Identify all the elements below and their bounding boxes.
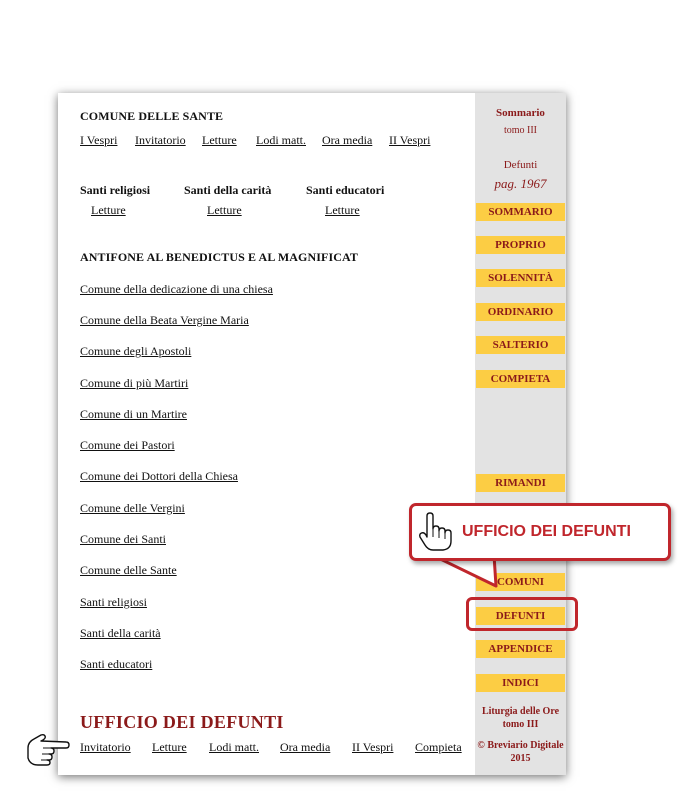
sidebar-sommario-label[interactable]: Sommario [496, 107, 545, 119]
link-lodi-matt[interactable]: Lodi matt. [256, 133, 306, 147]
sidebar-copyright: © Breviario Digitale [477, 740, 564, 751]
list-item[interactable]: Comune della Beata Vergine Maria [80, 313, 249, 327]
link-letture-educatori[interactable]: Letture [325, 203, 360, 217]
link-letture-carita[interactable]: Letture [207, 203, 242, 217]
sidebar-button-rimandi[interactable]: RIMANDI [476, 474, 565, 492]
callout-text: UFFICIO DEI DEFUNTI [462, 523, 631, 540]
antifone-title: ANTIFONE AL BENEDICTUS E AL MAGNIFICAT [80, 250, 358, 264]
sidebar-button-defunti[interactable]: DEFUNTI [476, 607, 565, 625]
group-title-educatori: Santi educatori [306, 183, 385, 197]
sidebar-button-comuni[interactable]: COMUNI [476, 573, 565, 591]
sidebar-defunti-label: Defunti [503, 159, 538, 171]
book-page [58, 93, 566, 775]
list-item[interactable]: Comune della dedicazione di una chiesa [80, 282, 273, 296]
sidebar-tomo-label: tomo III [503, 125, 538, 136]
list-item[interactable]: Comune dei Dottori della Chiesa [80, 469, 238, 483]
list-item[interactable]: Comune degli Apostoli [80, 344, 192, 358]
sidebar-button-indici[interactable]: INDICI [476, 674, 565, 692]
group-title-religiosi: Santi religiosi [80, 183, 151, 197]
list-item[interactable]: Santi della carità [80, 626, 161, 640]
link-bottom-invitatorio[interactable]: Invitatorio [80, 740, 131, 754]
list-item[interactable]: Comune di più Martiri [80, 376, 189, 390]
defunti-highlight [466, 597, 578, 631]
sidebar-page-label: pag. 1967 [494, 176, 547, 191]
list-item[interactable]: Comune dei Santi [80, 532, 166, 546]
link-ii-vespri[interactable]: II Vespri [389, 133, 431, 147]
hand-pointer-icon [418, 512, 454, 552]
link-bottom-letture[interactable]: Letture [152, 740, 187, 754]
list-item[interactable]: Santi religiosi [80, 595, 147, 609]
list-item[interactable]: Santi educatori [80, 657, 153, 671]
sidebar-button-salterio[interactable]: SALTERIO [476, 336, 565, 354]
sidebar-button-appendice[interactable]: APPENDICE [476, 640, 565, 658]
ufficio-title: UFFICIO DEI DEFUNTI [80, 712, 284, 732]
sidebar-footer-tomo: tomo III [502, 719, 539, 730]
sidebar-button-sommario[interactable]: SOMMARIO [476, 203, 565, 221]
callout-box [409, 503, 671, 561]
link-bottom-lodi-matt[interactable]: Lodi matt. [209, 740, 259, 754]
sidebar-button-proprio[interactable]: PROPRIO [476, 236, 565, 254]
link-bottom-compieta[interactable]: Compieta [415, 740, 462, 754]
sidebar [475, 93, 566, 775]
link-letture[interactable]: Letture [202, 133, 237, 147]
list-item[interactable]: Comune di un Martire [80, 407, 187, 421]
link-letture-religiosi[interactable]: Letture [91, 203, 126, 217]
hand-pointing-right-icon [26, 733, 70, 767]
sidebar-button-compieta[interactable]: COMPIETA [476, 370, 565, 388]
link-bottom-ora-media[interactable]: Ora media [280, 740, 331, 754]
list-item[interactable]: Comune delle Sante [80, 563, 177, 577]
list-item[interactable]: Comune delle Vergini [80, 501, 185, 515]
sidebar-footer-title: Liturgia delle Ore [481, 706, 560, 717]
list-item[interactable]: Comune dei Pastori [80, 438, 175, 452]
link-invitatorio[interactable]: Invitatorio [135, 133, 186, 147]
main-content [58, 93, 475, 775]
sidebar-button-ordinario[interactable]: ORDINARIO [476, 303, 565, 321]
link-bottom-ii-vespri[interactable]: II Vespri [352, 740, 394, 754]
sidebar-copyright-year: 2015 [510, 753, 531, 764]
link-ora-media[interactable]: Ora media [322, 133, 373, 147]
group-title-carita: Santi della carità [184, 183, 272, 197]
section-title: COMUNE DELLE SANTE [80, 109, 224, 123]
sidebar-button-solennita[interactable]: SOLENNITÀ [476, 269, 565, 287]
link-i-vespri[interactable]: I Vespri [80, 133, 118, 147]
